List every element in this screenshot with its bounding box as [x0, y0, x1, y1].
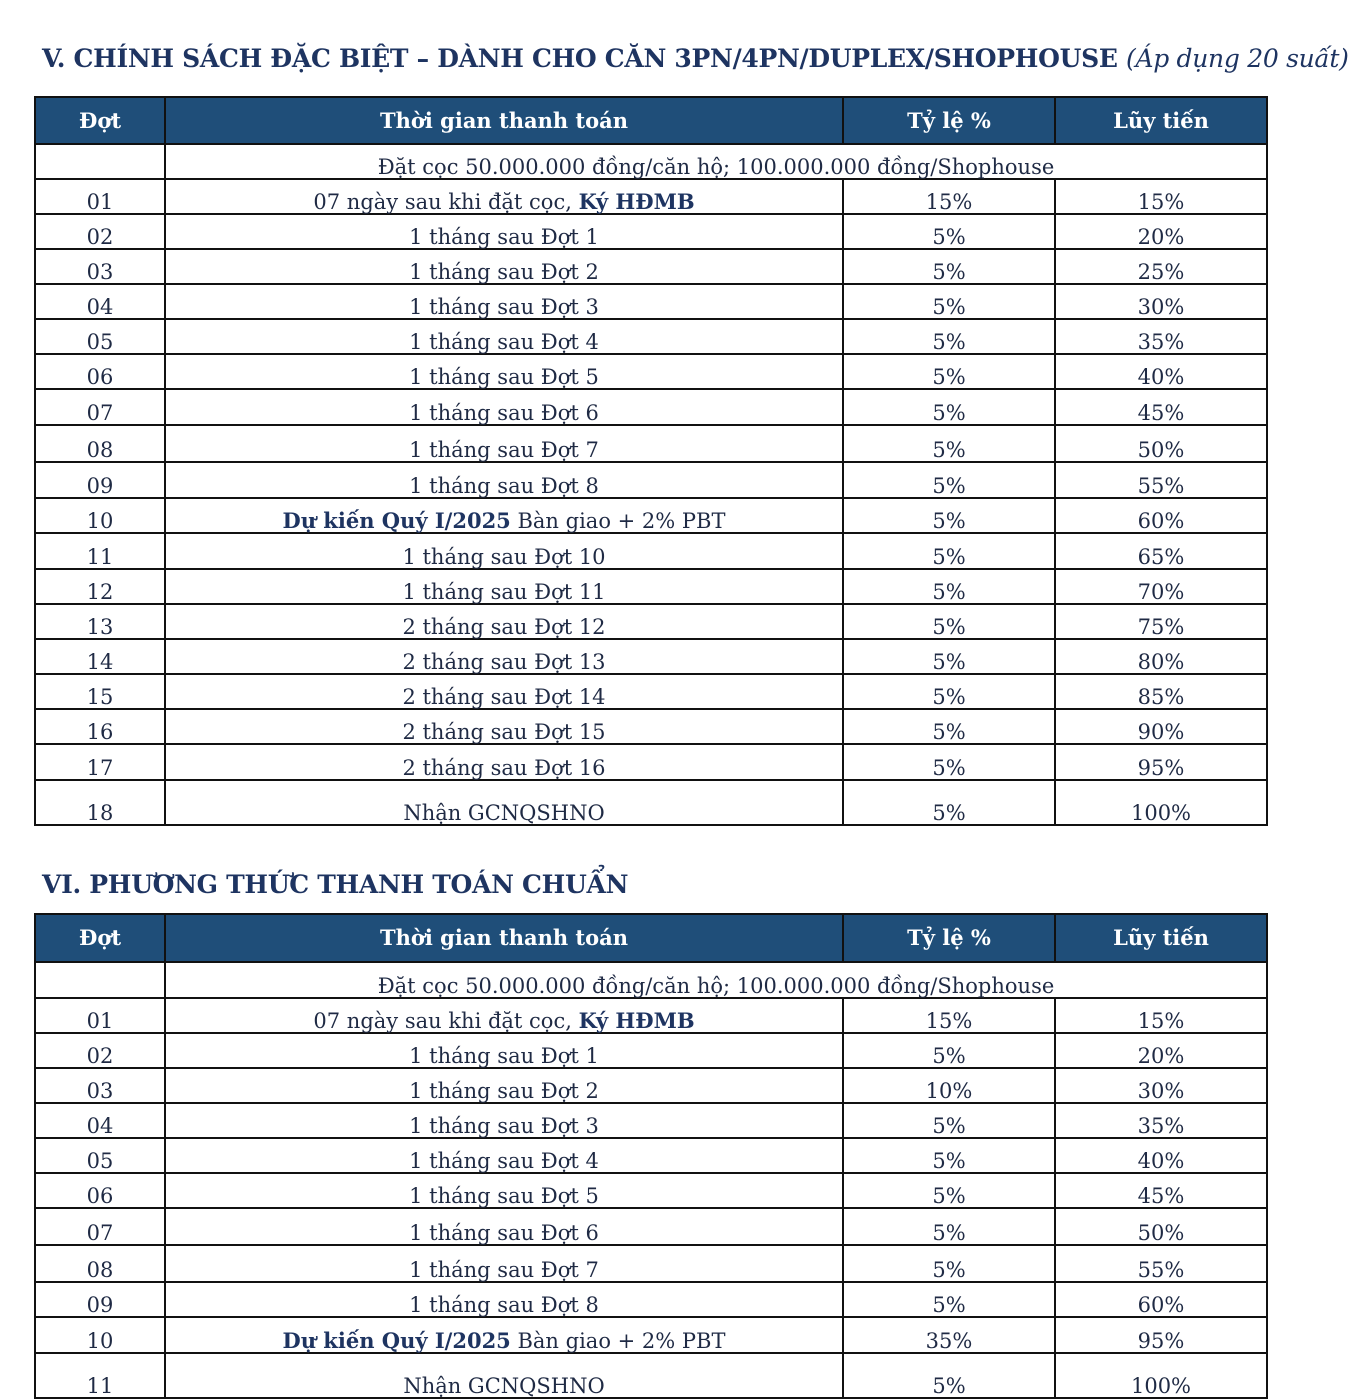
dot-cell: 08: [35, 425, 165, 462]
rate-cell: 5%: [843, 1208, 1055, 1245]
rate-cell: 5%: [843, 389, 1055, 425]
table-header-row: [35, 97, 1267, 144]
cumulative-cell: 55%: [1055, 462, 1267, 498]
dot-cell: 11: [35, 1353, 165, 1398]
time-cell: [165, 569, 843, 604]
header-dot: Đợt: [35, 97, 165, 144]
standard-payment-table: [34, 913, 1268, 1399]
time-cell: [165, 1208, 843, 1245]
rate-cell: 5%: [843, 354, 1055, 389]
cumulative-cell: 40%: [1055, 354, 1267, 389]
cumulative-cell: 60%: [1055, 498, 1267, 533]
cumulative-cell: 90%: [1055, 709, 1267, 744]
time-text-pre: 2 tháng sau Đợt 13: [402, 650, 606, 674]
table-row: [35, 249, 1267, 284]
time-cell: [165, 354, 843, 389]
header-cumulative: Lũy tiến: [1055, 914, 1267, 962]
time-cell: [165, 744, 843, 780]
dot-cell: 01: [35, 998, 165, 1033]
rate-cell: 5%: [843, 1103, 1055, 1138]
rate-cell: 5%: [843, 1353, 1055, 1398]
cumulative-cell: 75%: [1055, 604, 1267, 639]
rate-cell: 5%: [843, 744, 1055, 780]
time-text-pre: 1 tháng sau Đợt 11: [402, 580, 606, 604]
table-row: [35, 1068, 1267, 1103]
dot-cell: 07: [35, 1208, 165, 1245]
rate-cell: 5%: [843, 604, 1055, 639]
rate-cell: 5%: [843, 319, 1055, 354]
time-cell: [165, 425, 843, 462]
cumulative-cell: 95%: [1055, 1317, 1267, 1353]
dot-cell: 10: [35, 498, 165, 533]
table-row: [35, 1282, 1267, 1317]
table-row: [35, 674, 1267, 709]
table-row: [35, 604, 1267, 639]
time-text-pre: 1 tháng sau Đợt 1: [409, 1044, 599, 1068]
cumulative-cell: 50%: [1055, 1208, 1267, 1245]
table-row: [35, 319, 1267, 354]
rate-cell: 15%: [843, 998, 1055, 1033]
table-row: [35, 639, 1267, 674]
header-rate: Tỷ lệ %: [843, 914, 1055, 962]
dot-cell: 07: [35, 389, 165, 425]
time-cell: [165, 284, 843, 319]
time-cell: [165, 319, 843, 354]
dot-cell: 03: [35, 249, 165, 284]
rate-cell: 5%: [843, 1245, 1055, 1282]
table-row: [35, 1173, 1267, 1208]
cumulative-cell: 20%: [1055, 214, 1267, 249]
rate-cell: 5%: [843, 780, 1055, 825]
time-text-bold: Ký HĐMB: [578, 1008, 695, 1033]
dot-cell: 03: [35, 1068, 165, 1103]
time-cell: [165, 214, 843, 249]
time-text-pre: 1 tháng sau Đợt 5: [409, 1184, 599, 1208]
time-cell: [165, 179, 843, 214]
dot-cell: 02: [35, 214, 165, 249]
time-cell: [165, 1353, 843, 1398]
time-text-post: Bàn giao + 2% PBT: [517, 509, 726, 533]
time-cell: [165, 1033, 843, 1068]
table-row: [35, 1353, 1267, 1398]
time-cell: [165, 709, 843, 744]
time-text-post: Bàn giao + 2% PBT: [517, 1329, 726, 1353]
table-row: [35, 998, 1267, 1033]
rate-cell: 5%: [843, 462, 1055, 498]
rate-cell: 35%: [843, 1317, 1055, 1353]
table-row: [35, 709, 1267, 744]
time-text-pre: 2 tháng sau Đợt 14: [402, 685, 606, 709]
cumulative-cell: 35%: [1055, 1103, 1267, 1138]
dot-cell: 04: [35, 1103, 165, 1138]
cumulative-cell: 85%: [1055, 674, 1267, 709]
time-text-pre: 2 tháng sau Đợt 12: [402, 615, 606, 639]
time-text-pre: 1 tháng sau Đợt 10: [402, 545, 606, 569]
time-text-bold: Dự kiến Quý I/2025: [282, 508, 511, 533]
time-text-pre: 1 tháng sau Đợt 8: [409, 474, 599, 498]
header-time: Thời gian thanh toán: [165, 97, 843, 144]
time-text-bold: Ký HĐMB: [578, 189, 695, 214]
rate-cell: 5%: [843, 533, 1055, 569]
cumulative-cell: 80%: [1055, 639, 1267, 674]
dot-cell: 17: [35, 744, 165, 780]
deposit-row: [35, 144, 1267, 179]
table-row: [35, 780, 1267, 825]
table-row: [35, 744, 1267, 780]
time-text-pre: 1 tháng sau Đợt 4: [409, 330, 599, 354]
dot-cell: 09: [35, 1282, 165, 1317]
section6-title: [42, 870, 628, 899]
table-row: [35, 1208, 1267, 1245]
cumulative-cell: 100%: [1055, 780, 1267, 825]
dot-cell: 11: [35, 533, 165, 569]
dot-cell: 02: [35, 1033, 165, 1068]
table-row: [35, 1245, 1267, 1282]
header-cumulative: Lũy tiến: [1055, 97, 1267, 144]
time-text-pre: 1 tháng sau Đợt 3: [409, 295, 599, 319]
deposit-empty-cell: [35, 144, 165, 179]
rate-cell: 5%: [843, 1033, 1055, 1068]
table-row: [35, 1103, 1267, 1138]
cumulative-cell: 60%: [1055, 1282, 1267, 1317]
time-text-pre: 1 tháng sau Đợt 2: [409, 260, 599, 284]
cumulative-cell: 50%: [1055, 425, 1267, 462]
section5-note: (Áp dụng 20 suất): [1126, 44, 1349, 73]
cumulative-cell: 25%: [1055, 249, 1267, 284]
table-row: [35, 498, 1267, 533]
time-text-pre: 1 tháng sau Đợt 8: [409, 1293, 599, 1317]
cumulative-cell: 30%: [1055, 1068, 1267, 1103]
cumulative-cell: 35%: [1055, 319, 1267, 354]
time-cell: [165, 1317, 843, 1353]
dot-cell: 05: [35, 1138, 165, 1173]
time-cell: [165, 1138, 843, 1173]
time-cell: [165, 498, 843, 533]
rate-cell: 5%: [843, 1173, 1055, 1208]
section5-title-text: V. CHÍNH SÁCH ĐẶC BIỆT – DÀNH CHO CĂN 3PN/4PN/DUPLEX/SHOPHOUSE: [42, 44, 1118, 73]
dot-cell: 06: [35, 1173, 165, 1208]
table-row: [35, 284, 1267, 319]
time-text-pre: 1 tháng sau Đợt 6: [409, 1221, 599, 1245]
table-row: [35, 462, 1267, 498]
table-row: [35, 1138, 1267, 1173]
cumulative-cell: 95%: [1055, 744, 1267, 780]
time-text-pre: 2 tháng sau Đợt 16: [402, 756, 606, 780]
dot-cell: 09: [35, 462, 165, 498]
section5-title: [42, 44, 1349, 73]
dot-cell: 15: [35, 674, 165, 709]
cumulative-cell: 65%: [1055, 533, 1267, 569]
dot-cell: 14: [35, 639, 165, 674]
rate-cell: 5%: [843, 639, 1055, 674]
cumulative-cell: 45%: [1055, 389, 1267, 425]
time-text-pre: 07 ngày sau khi đặt cọc,: [313, 190, 572, 214]
dot-cell: 13: [35, 604, 165, 639]
rate-cell: 10%: [843, 1068, 1055, 1103]
header-time: Thời gian thanh toán: [165, 914, 843, 962]
section6-title-text: VI. PHƯƠNG THỨC THANH TOÁN CHUẨN: [42, 870, 629, 899]
cumulative-cell: 30%: [1055, 284, 1267, 319]
time-text-pre: 1 tháng sau Đợt 5: [409, 365, 599, 389]
time-text-pre: 07 ngày sau khi đặt cọc,: [313, 1009, 572, 1033]
rate-cell: 5%: [843, 214, 1055, 249]
cumulative-cell: 55%: [1055, 1245, 1267, 1282]
time-cell: [165, 674, 843, 709]
rate-cell: 5%: [843, 1282, 1055, 1317]
time-cell: [165, 462, 843, 498]
time-text-pre: 1 tháng sau Đợt 1: [409, 225, 599, 249]
table-row: [35, 1317, 1267, 1353]
dot-cell: 06: [35, 354, 165, 389]
time-text-pre: 2 tháng sau Đợt 15: [402, 720, 606, 744]
time-text-bold: Dự kiến Quý I/2025: [282, 1328, 511, 1353]
special-policy-table: [34, 96, 1268, 826]
deposit-empty-cell: [35, 962, 165, 998]
dot-cell: 04: [35, 284, 165, 319]
time-text-pre: Nhận GCNQSHNO: [403, 801, 605, 825]
dot-cell: 12: [35, 569, 165, 604]
rate-cell: 5%: [843, 498, 1055, 533]
time-cell: [165, 1173, 843, 1208]
time-cell: [165, 389, 843, 425]
table-row: [35, 179, 1267, 214]
time-cell: [165, 998, 843, 1033]
rate-cell: 15%: [843, 179, 1055, 214]
table-row: [35, 533, 1267, 569]
cumulative-cell: 40%: [1055, 1138, 1267, 1173]
deposit-text: Đặt cọc 50.000.000 đồng/căn hộ; 100.000.000 đồng/Shophouse: [165, 144, 1267, 179]
table-row: [35, 389, 1267, 425]
table-row: [35, 214, 1267, 249]
rate-cell: 5%: [843, 674, 1055, 709]
time-text-pre: 1 tháng sau Đợt 7: [409, 1258, 599, 1282]
dot-cell: 05: [35, 319, 165, 354]
time-cell: [165, 639, 843, 674]
rate-cell: 5%: [843, 569, 1055, 604]
rate-cell: 5%: [843, 1138, 1055, 1173]
table-row: [35, 1033, 1267, 1068]
time-text-pre: 1 tháng sau Đợt 6: [409, 401, 599, 425]
dot-cell: 08: [35, 1245, 165, 1282]
time-cell: [165, 780, 843, 825]
cumulative-cell: 15%: [1055, 179, 1267, 214]
table-header-row: [35, 914, 1267, 962]
rate-cell: 5%: [843, 249, 1055, 284]
time-text-pre: 1 tháng sau Đợt 2: [409, 1079, 599, 1103]
rate-cell: 5%: [843, 284, 1055, 319]
time-cell: [165, 533, 843, 569]
time-cell: [165, 1103, 843, 1138]
rate-cell: 5%: [843, 709, 1055, 744]
deposit-row: [35, 962, 1267, 998]
dot-cell: 01: [35, 179, 165, 214]
time-text-pre: 1 tháng sau Đợt 4: [409, 1149, 599, 1173]
cumulative-cell: 15%: [1055, 998, 1267, 1033]
dot-cell: 18: [35, 780, 165, 825]
time-text-pre: 1 tháng sau Đợt 3: [409, 1114, 599, 1138]
dot-cell: 16: [35, 709, 165, 744]
header-rate: Tỷ lệ %: [843, 97, 1055, 144]
cumulative-cell: 45%: [1055, 1173, 1267, 1208]
time-text-pre: Nhận GCNQSHNO: [403, 1374, 605, 1398]
cumulative-cell: 20%: [1055, 1033, 1267, 1068]
time-text-pre: 1 tháng sau Đợt 7: [409, 438, 599, 462]
time-cell: [165, 1282, 843, 1317]
table-row: [35, 425, 1267, 462]
time-cell: [165, 249, 843, 284]
cumulative-cell: 70%: [1055, 569, 1267, 604]
rate-cell: 5%: [843, 425, 1055, 462]
table-row: [35, 354, 1267, 389]
dot-cell: 10: [35, 1317, 165, 1353]
deposit-text: Đặt cọc 50.000.000 đồng/căn hộ; 100.000.000 đồng/Shophouse: [165, 962, 1267, 998]
header-dot: Đợt: [35, 914, 165, 962]
time-cell: [165, 604, 843, 639]
time-cell: [165, 1245, 843, 1282]
table-row: [35, 569, 1267, 604]
time-cell: [165, 1068, 843, 1103]
cumulative-cell: 100%: [1055, 1353, 1267, 1398]
